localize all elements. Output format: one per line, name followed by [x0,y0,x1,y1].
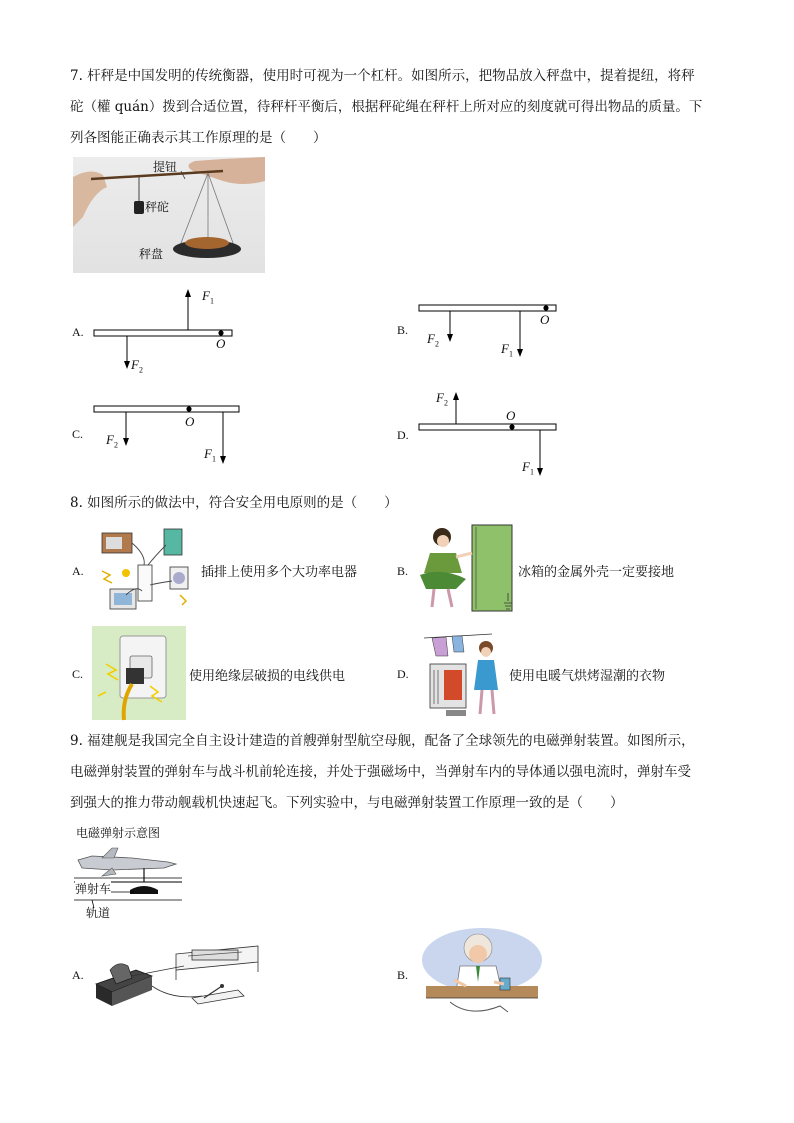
q8-b-fridge-image [416,523,516,615]
q9-line3: 到强大的推力带动舰载机快速起飞。下列实验中，与电磁弹射装置工作原理一致的是（ ） [70,795,624,811]
q7-line3: 列各图能正确表示其工作原理的是（ ） [70,130,327,146]
q9-option-a-label: A. [72,968,84,982]
q7-c-f1: $F_1$ [204,446,216,464]
q9-b-scientist-image [420,926,544,1022]
q7-option-b-diagram [416,300,576,370]
q7-line2: 砣（權 quán）拨到合适位置，待秤杆平衡后，根据秤砣绳在秤杆上所对应的刻度就可得出物品的质量。下 [70,99,703,115]
q7-option-c-label: C. [72,427,84,441]
q7-d-fulcrum: O [506,408,516,423]
label-track: 轨道 [86,906,111,920]
q8-option-a-label: A. [72,564,84,578]
q7-d-f2: $F_2$ [436,390,448,408]
q9-line2: 电磁弹射装置的弹射车与战斗机前轮连接，并处于强磁场中，当弹射车内的导体通以强电流时，弹射车受 [70,764,691,780]
label-tinu: 提钮 [153,160,178,174]
q7-b-fulcrum: O [540,312,550,327]
label-chengpan: 秤盘 [139,247,164,261]
q8-c-damaged-wire-image [92,626,186,720]
q7-option-b-label: B. [397,323,409,337]
label-cart: 弹射车 [75,882,112,896]
q7-a-f1: $F_1$ [202,288,214,306]
q8-option-b-label: B. [397,564,409,578]
q9-a-experiment-image [92,936,264,1010]
q8-c-text: 使用绝缘层破损的电线供电 [189,669,346,684]
q7-b-f2: $F_2$ [427,331,439,349]
q7-d-f1: $F_1$ [522,459,534,477]
q8-a-text: 插排上使用多个大功率电器 [201,565,358,580]
q7-b-f1: $F_1$ [501,341,513,359]
q8-a-power-strip-image [96,525,200,615]
q9-line1: 9. 福建舰是我国完全自主设计建造的首艘弹射型航空母舰，配备了全球领先的电磁弹射装置。如图所示， [70,733,695,749]
q7-option-a-label: A. [72,325,84,339]
q7-a-f2: $F_2$ [131,357,143,375]
q7-line1: 7. 杆秤是中国发明的传统衡器，使用时可视为一个杠杆。如图所示，把物品放入秤盘中，提着提纽，将秤 [70,68,695,84]
q9-diagram-title: 电磁弹射示意图 [76,826,161,840]
q7-option-a-diagram [90,285,250,375]
q8-d-heater-image [422,630,506,720]
q9-catapult-diagram [72,846,192,922]
q7-a-fulcrum: O [216,336,226,351]
q9-option-b-label: B. [397,968,409,982]
q8-stem: 8. 如图所示的做法中，符合安全用电原则的是（ ） [70,495,398,511]
q8-option-c-label: C. [72,667,84,681]
q8-option-d-label: D. [397,667,409,681]
q8-d-text: 使用电暖气烘烤湿潮的衣物 [509,669,666,684]
q7-option-d-label: D. [397,428,409,442]
q7-c-fulcrum: O [185,414,195,429]
q8-b-text: 冰箱的金属外壳一定要接地 [518,565,675,580]
q7-c-f2: $F_2$ [106,432,118,450]
steelyard-photo [73,157,265,273]
label-chengtuo: 秤砣 [145,200,170,214]
